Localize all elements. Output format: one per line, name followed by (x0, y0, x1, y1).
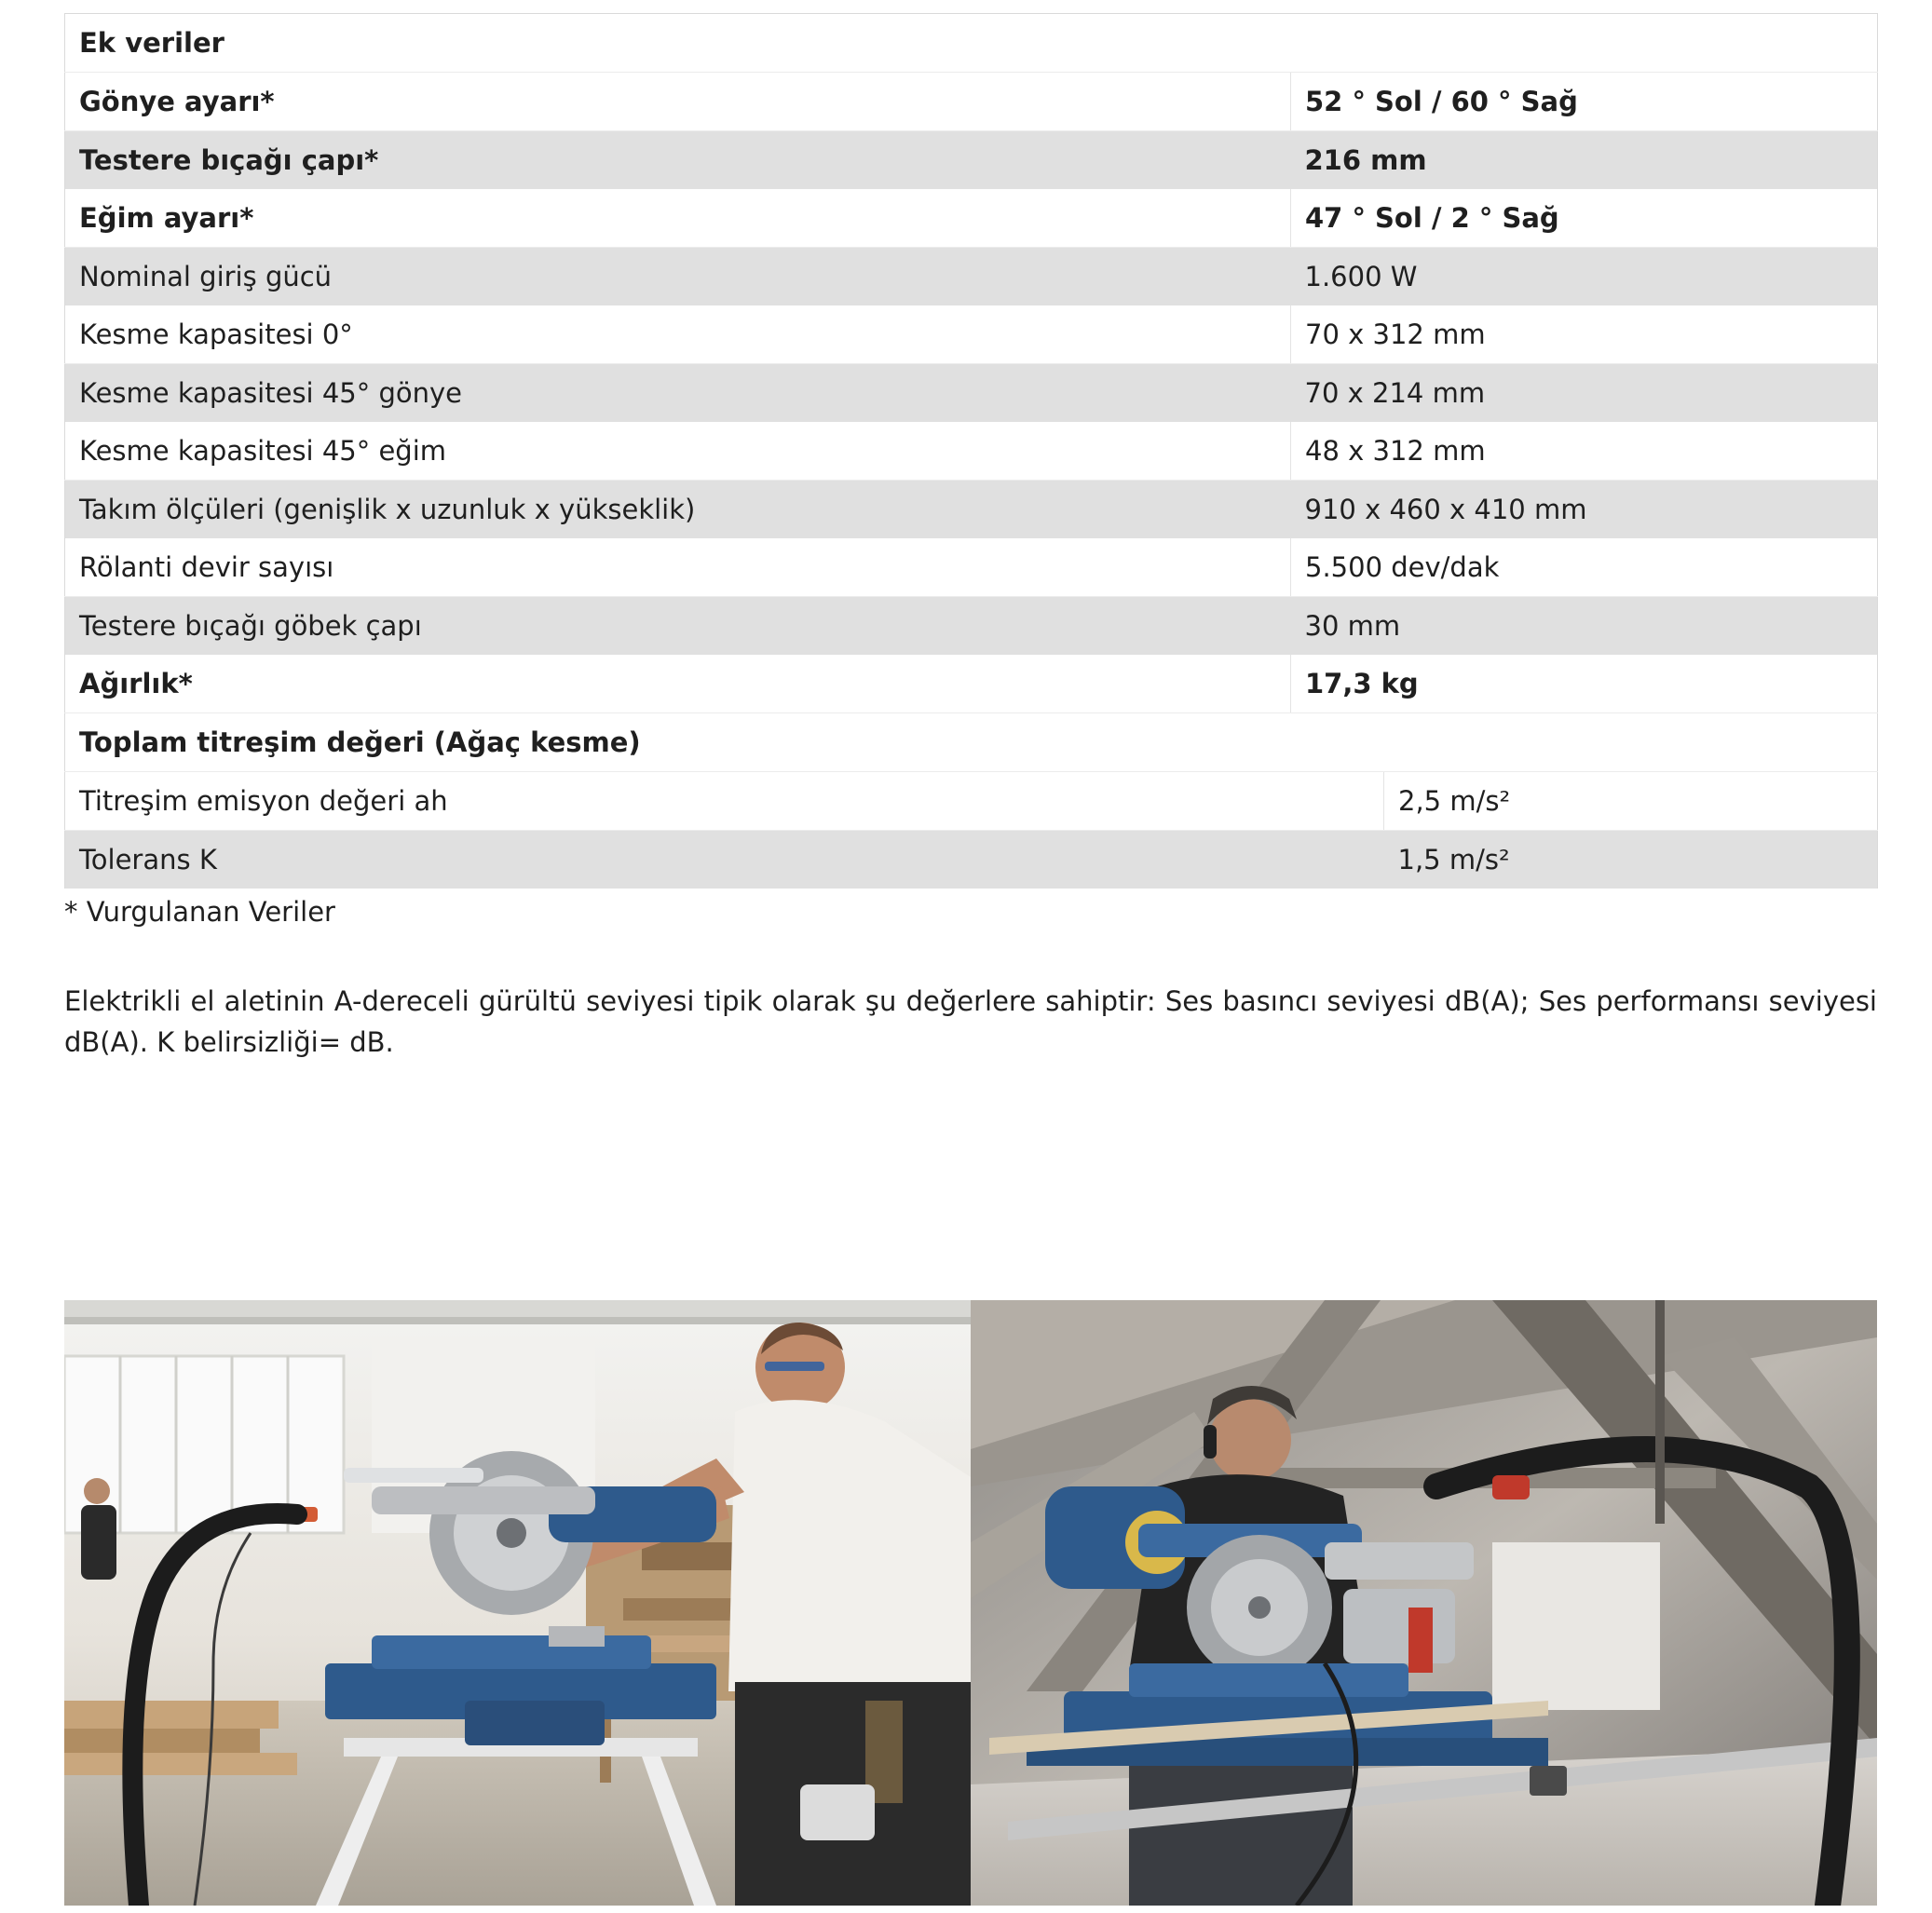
spec-value: 47 ° Sol / 2 ° Sağ (1291, 189, 1878, 248)
spec-value: 1.600 W (1291, 248, 1878, 306)
table-row (65, 655, 1878, 713)
table-row (65, 481, 1878, 539)
table-row (65, 772, 1878, 831)
spec-label: Nominal giriş gücü (65, 248, 1291, 306)
spec-table-header-row (65, 14, 1878, 73)
table-row (65, 538, 1878, 597)
spec-label: Testere bıçağı göbek çapı (65, 597, 1291, 656)
table-row (65, 189, 1878, 248)
spec-value: 70 x 312 mm (1291, 305, 1878, 364)
workshop-photo (64, 1300, 971, 1906)
vibration-table-title: Toplam titreşim değeri (Ağaç kesme) (65, 713, 1878, 772)
attic-photo (971, 1300, 1877, 1906)
noise-level-note: Elektrikli el aletinin A-dereceli gürültü seviyesi tipik olarak şu değerlere sahiptir: Ses basıncı seviyesi dB(A); Ses performansı seviyesi dB(A). K belirsizliği= dB. (64, 984, 1877, 1058)
table-row (65, 131, 1878, 190)
workshop-photo-icon (64, 1300, 971, 1906)
spec-value: 910 x 460 x 410 mm (1291, 481, 1878, 539)
spec-label: Kesme kapasitesi 45° eğim (65, 422, 1291, 481)
vibration-table (64, 713, 1878, 889)
vibration-value: 2,5 m/s² (1384, 772, 1878, 831)
spec-label: Rölanti devir sayısı (65, 538, 1291, 597)
vibration-value: 1,5 m/s² (1384, 831, 1878, 889)
product-photo-strip (64, 1300, 1877, 1906)
spec-table-title: Ek veriler (65, 14, 1878, 73)
spec-label: Kesme kapasitesi 45° gönye (65, 364, 1291, 423)
spec-label: Eğim ayarı* (65, 189, 1291, 248)
spec-label: Ağırlık* (65, 655, 1291, 713)
spec-value: 17,3 kg (1291, 655, 1878, 713)
vibration-label: Titreşim emisyon değeri ah (65, 772, 1384, 831)
product-spec-section (64, 13, 1877, 1063)
spec-value: 5.500 dev/dak (1291, 538, 1878, 597)
spec-value: 52 ° Sol / 60 ° Sağ (1291, 73, 1878, 131)
vibration-table-header-row (65, 713, 1878, 772)
spec-value: 48 x 312 mm (1291, 422, 1878, 481)
vibration-label: Tolerans K (65, 831, 1384, 889)
attic-photo-icon (971, 1300, 1877, 1906)
table-row (65, 364, 1878, 423)
table-row (65, 305, 1878, 364)
table-row (65, 831, 1878, 889)
spec-label: Gönye ayarı* (65, 73, 1291, 131)
highlighted-data-footnote: * Vurgulanan Veriler (64, 896, 335, 928)
spec-value: 216 mm (1291, 131, 1878, 190)
spec-value: 30 mm (1291, 597, 1878, 656)
spec-label: Testere bıçağı çapı* (65, 131, 1291, 190)
table-row (65, 422, 1878, 481)
table-row (65, 597, 1878, 656)
table-row (65, 73, 1878, 131)
spec-label: Takım ölçüleri (genişlik x uzunluk x yükseklik) (65, 481, 1291, 539)
table-row (65, 248, 1878, 306)
spec-label: Kesme kapasitesi 0° (65, 305, 1291, 364)
spec-value: 70 x 214 mm (1291, 364, 1878, 423)
spec-table (64, 13, 1878, 713)
